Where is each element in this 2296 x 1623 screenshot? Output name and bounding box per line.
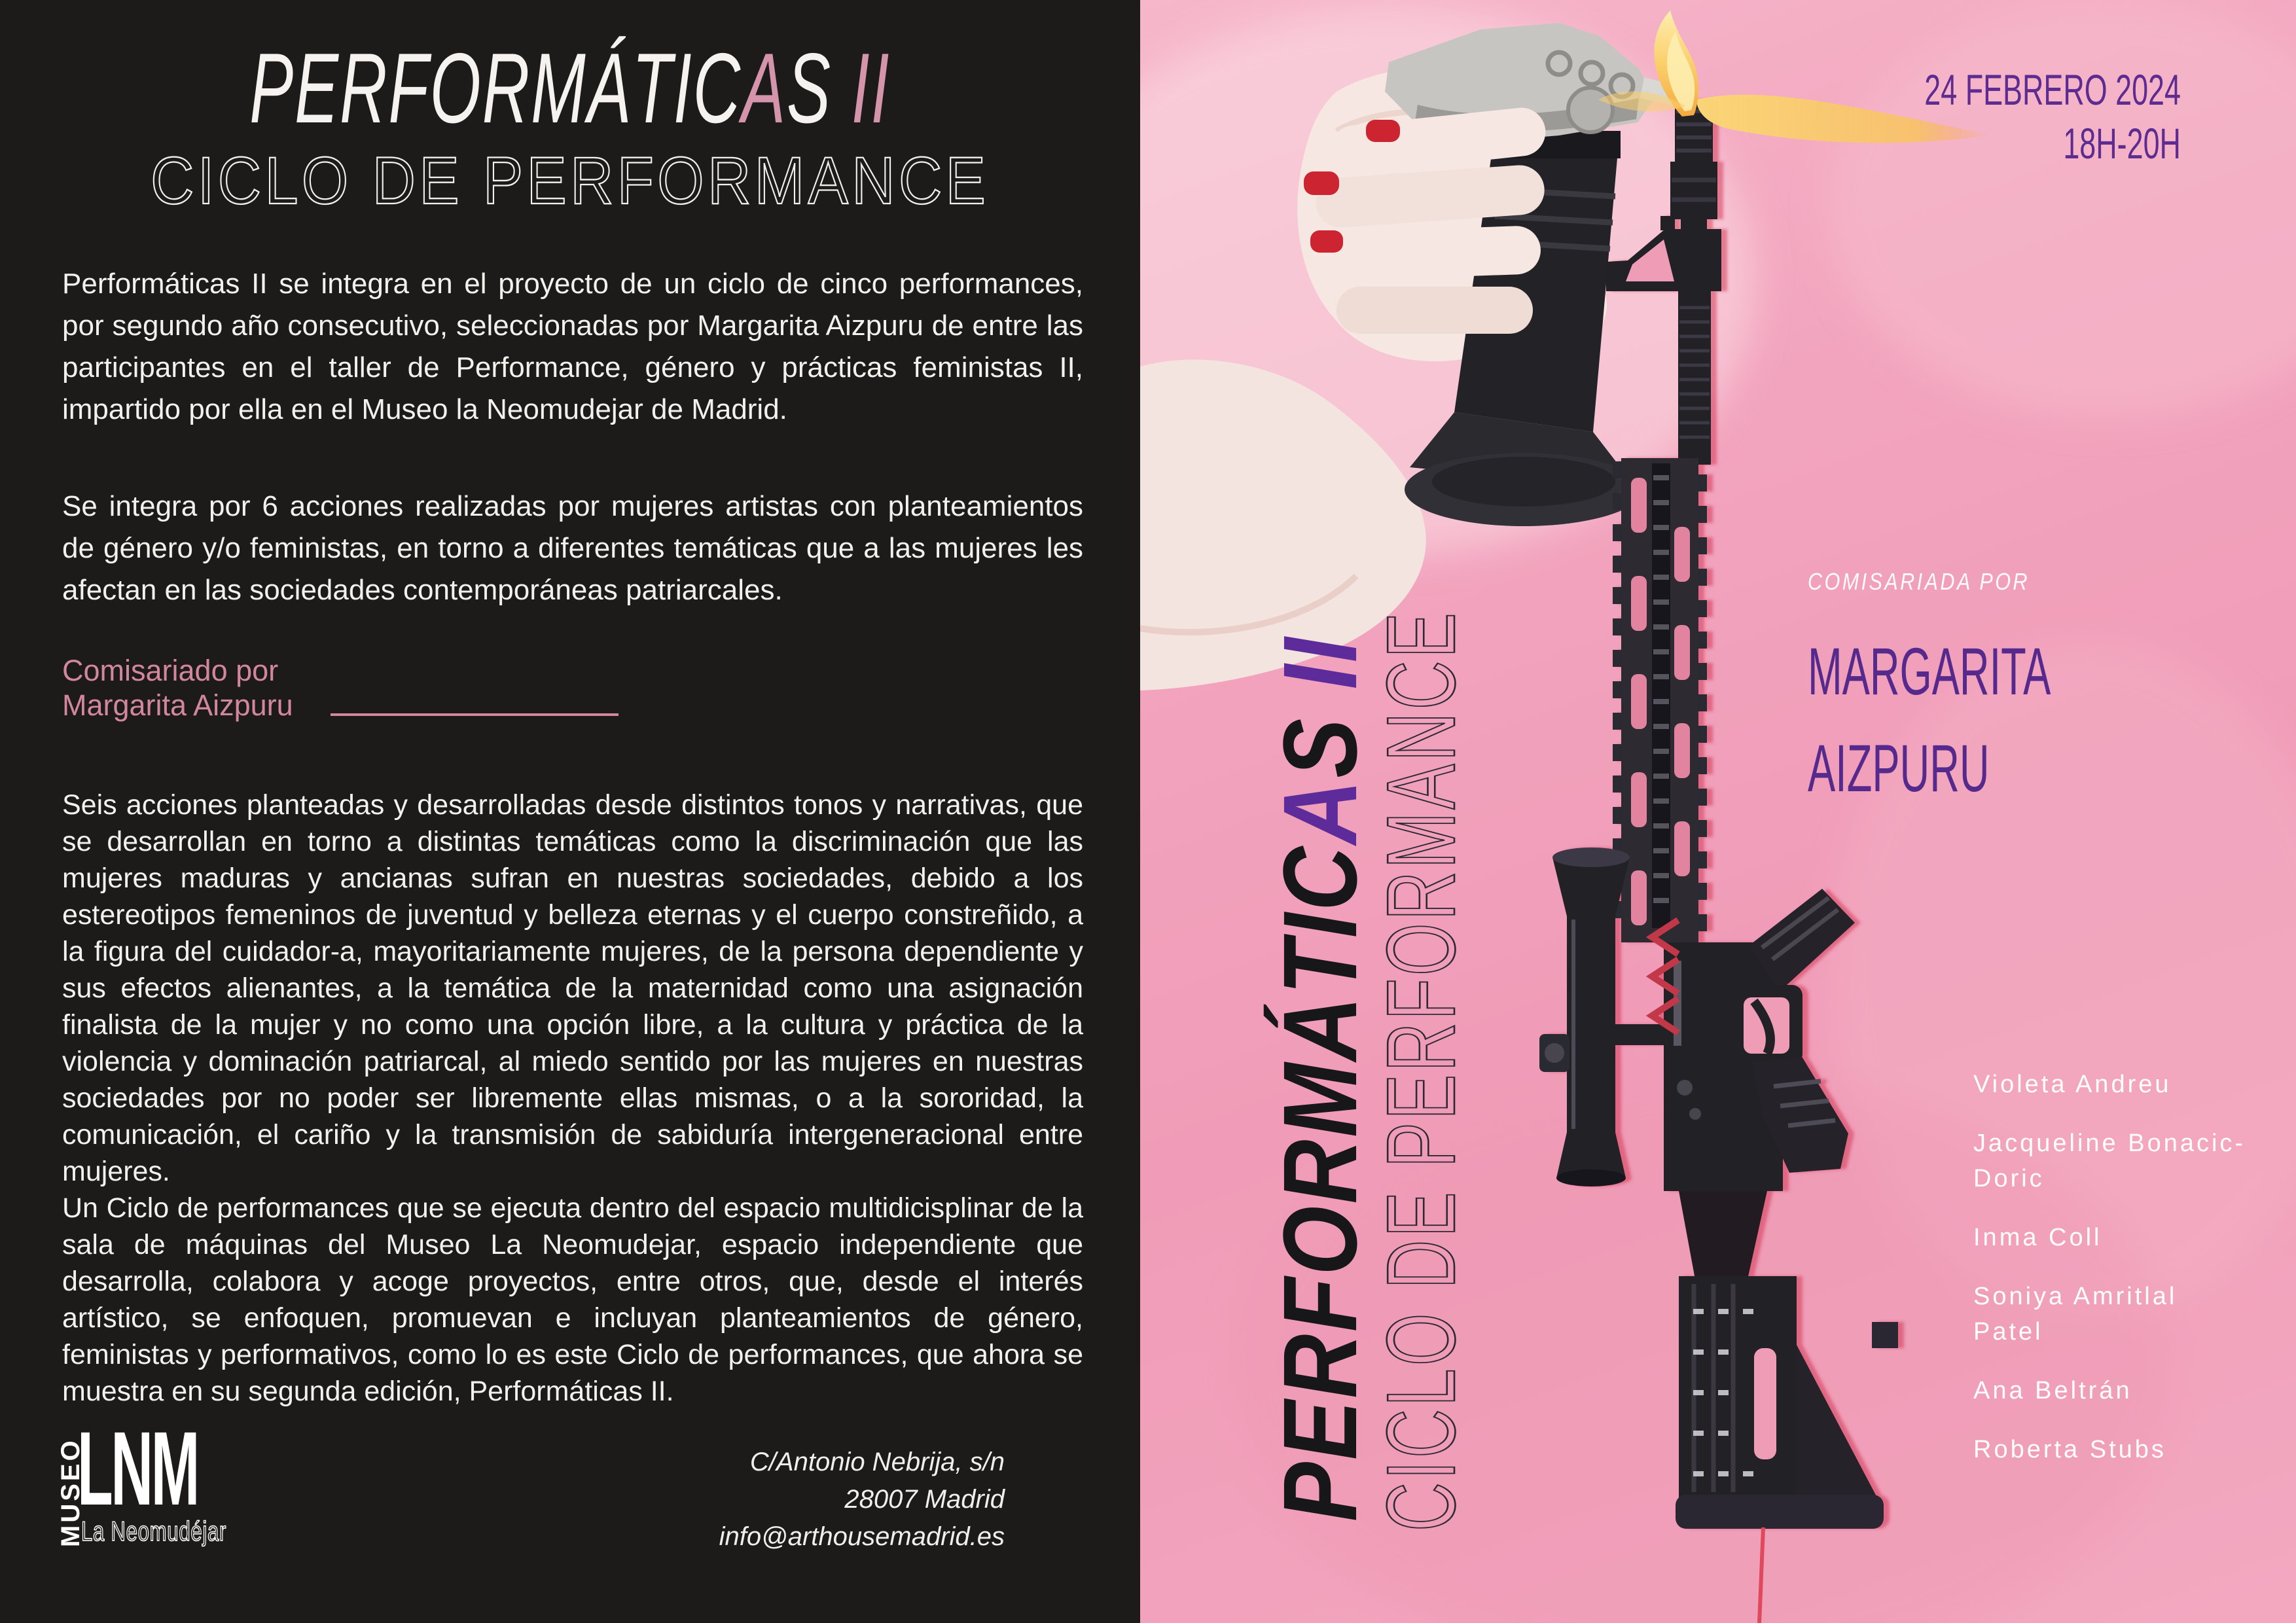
artist-item: Ana Beltrán [1973, 1377, 2132, 1404]
vertical-title [1260, 479, 1380, 1522]
vertical-title-segment: PERFORMÁTIC [1261, 844, 1378, 1522]
artist-item: Jacqueline Bonacic-Doric [1973, 1130, 2246, 1192]
artist-item: Roberta Stubs [1973, 1436, 2166, 1463]
curator-name-line2: AIZPURU [1808, 731, 1990, 806]
artist-item: Violeta Andreu [1973, 1071, 2172, 1098]
page-subtitle [0, 143, 1140, 219]
description-block [62, 787, 1083, 1410]
curator-name: Margarita Aizpuru [62, 688, 293, 722]
address-city: 28007 Madrid [844, 1485, 1005, 1514]
page-title [0, 31, 1140, 146]
title-segment-accent: A [742, 33, 787, 144]
description-paragraph-2: Un Ciclo de performances que se ejecuta dentro del espacio multidicisplinar de la sala de máquinas del Museo La Neomudejar, espacio independiente que desarrolla, colabora y acoge proyectos, entre otros, que, desde el interés artístico, se enfoquen, promuevan e incluyan planteamientos de género, feministas y performativos, como lo es este Ciclo de performances, que ahora se muestra en su segunda edición, Performáticas II. [62, 1192, 1083, 1407]
nail-polish [1304, 171, 1339, 195]
curated-by-label: COMISARIADA POR [1808, 568, 2030, 595]
museum-logo [56, 1410, 332, 1564]
museum-logo-name: La Neomudéjar [81, 1516, 227, 1546]
title-segment-accent: II [832, 33, 891, 144]
curator-credit [62, 653, 293, 722]
vertical-title-segment-accent: II [1261, 635, 1378, 717]
page-title-text [249, 31, 890, 146]
vertical-title-segment: S [1261, 716, 1378, 778]
vertical-title-segment-accent: A [1261, 777, 1378, 845]
museum-logo-vertical-text: MUSEO [56, 1438, 85, 1547]
curator-label: Comisariado por [62, 654, 279, 687]
rifle-handguard [1613, 458, 1707, 942]
artist-item: Inma Coll [1973, 1224, 2102, 1251]
nail-polish [1310, 230, 1343, 253]
curator-underline [331, 713, 619, 716]
second-paragraph: Se integra por 6 acciones realizadas por mujeres artistas con planteamientos de género y/o feministas, en torno a diferentes temáticas que a las mujeres les afectan en las sociedades contemporáneas patriarcales. [62, 490, 1083, 606]
right-photo-panel [1140, 0, 2296, 1623]
event-time: 18H-20H [2063, 119, 2181, 168]
left-text-panel [0, 0, 1140, 1623]
curator-name-big [1808, 623, 2200, 817]
address-email: info@arthousemadrid.es [719, 1522, 1005, 1551]
artist-list [1973, 1067, 2255, 1491]
artist-item: Soniya Amritlal Patel [1973, 1283, 2178, 1346]
description-paragraph-1: Seis acciones planteadas y desarrolladas desde distintos tonos y narrativas, que se desarrollan en torno a distintas temáticas como la discriminación que las mujeres maduras y ancianas sufran en nuestras sociedades, debido a los estereotipos femeninos de juventud y belleza eternas y el cuerpo constreñido, a la figura del cuidador-a, mayoritariamente mujeres, de la persona dependiente y sus efectos alienantes, a la temática de la maternidad como una asignación finalista de la mujer y no como una opción libre, a la cultura y práctica de la violencia y dominación patriarcal, al miedo sentido por las mujeres en nuestras sociedades por no poder ser libremente ellas mismas, o a la sororidad, la comunicación, el cariño y la transmisión de sabiduría intergeneracional entre mujeres. [62, 789, 1083, 1187]
vertical-subtitle [1366, 215, 1477, 1531]
address-street: C/Antonio Nebrija, s/n [749, 1448, 1005, 1476]
title-segment: S [787, 33, 833, 144]
vertical-subtitle-text: CICLO DE PERFORMANCE [1367, 610, 1475, 1531]
nail-polish [1366, 120, 1400, 142]
event-date: 24 FEBRERO 2024 [1924, 65, 2181, 114]
intro-paragraph: Performáticas II se integra en el proyecto de un ciclo de cinco performances, por segundo año consecutivo, seleccionadas por Margarita Aizpuru de entre las participantes en el taller de Performance, género y prácticas feministas II, impartido por ella en el Museo la Neomudejar de Madrid. [62, 268, 1083, 425]
address-block [651, 1444, 1005, 1556]
title-segment: PERFORMÁTIC [249, 33, 742, 144]
page-subtitle-text: CICLO DE PERFORMANCE [151, 143, 990, 218]
event-date-block [1804, 63, 2181, 170]
museum-logo-acronym: LNM [77, 1410, 198, 1527]
curator-name-line1: MARGARITA [1808, 634, 2051, 709]
